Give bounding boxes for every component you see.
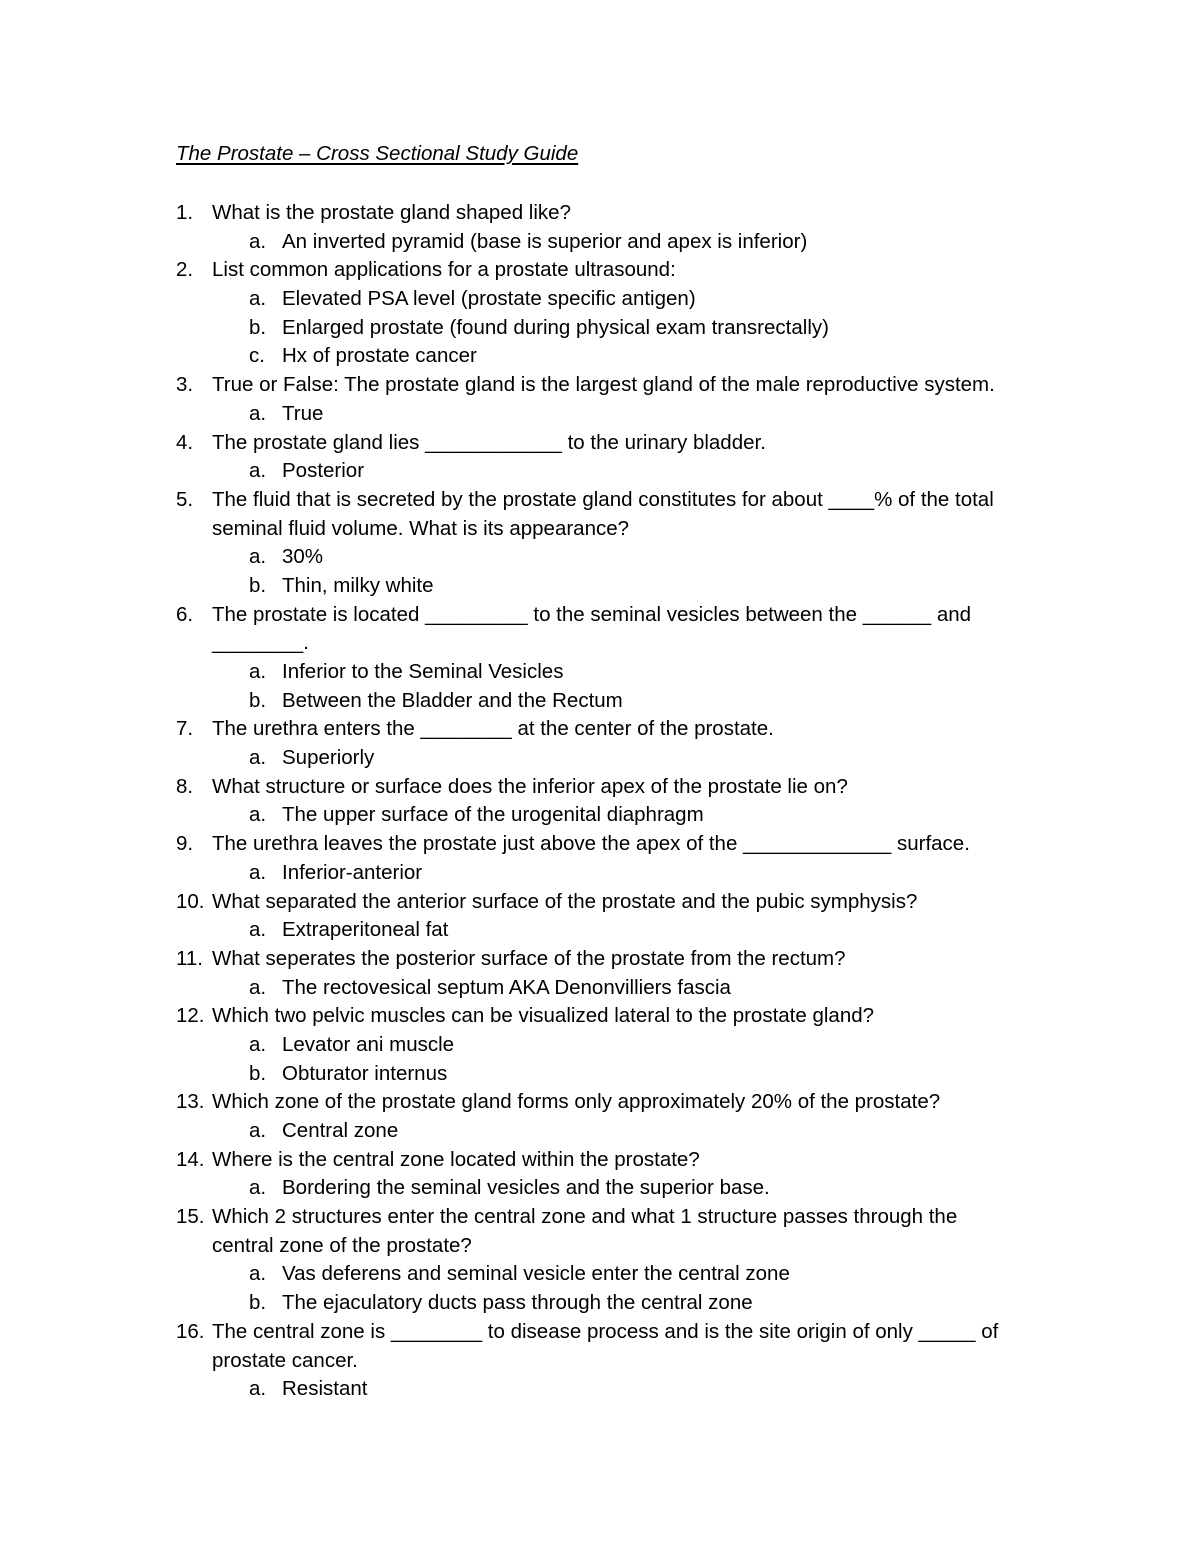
answer-letter: a. [249,287,267,311]
question-item [0,601,1200,630]
answer-text: Hx of prostate cancer [282,344,477,368]
answer-letter: b. [249,1291,267,1315]
question-text: The prostate gland lies ____________ to the urinary bladder. [212,430,766,454]
answer-text: Bordering the seminal vesicles and the superior base. [282,1176,770,1200]
question-item [0,371,1200,400]
answer-item [0,859,1200,888]
answer-letter: a. [249,1176,267,1200]
answer-letter: b. [249,688,267,712]
answer-letter: a. [249,975,267,999]
answer-text: Extraperitoneal fat [282,918,449,942]
answer-letter: a. [249,918,267,942]
question-item [0,486,1200,515]
answer-item [0,974,1200,1003]
answer-item [0,1260,1200,1289]
answer-text: 30% [282,545,324,569]
question-list [0,199,1200,1404]
question-text: The central zone is ________ to disease process and is the site origin of only _____ of [212,1319,999,1343]
question-number: 16. [176,1319,205,1343]
answer-item [0,687,1200,716]
answer-text: Obturator internus [282,1061,448,1085]
answer-item [0,572,1200,601]
question-text: What structure or surface does the inferior apex of the prostate lie on? [212,774,848,798]
answer-letter: a. [249,1119,267,1142]
answer-text: Posterior [282,459,365,483]
question-item [0,945,1200,974]
question-continuation [0,1232,1200,1261]
question-number: 15. [176,1205,205,1229]
answer-item [0,1060,1200,1089]
question-number: 9. [176,832,194,856]
answer-letter: a. [249,746,267,770]
answer-text: An inverted pyramid (base is superior and apex is inferior) [282,229,808,253]
question-item [0,773,1200,802]
question-text: The urethra enters the ________ at the center of the prostate. [212,717,774,741]
question-number: 1. [176,201,194,224]
question-text: List common applications for a prostate ultrasound: [212,258,676,282]
answer-item [0,658,1200,687]
answer-letter: a. [249,803,267,827]
answer-text: Vas deferens and seminal vesicle enter the central zone [282,1262,790,1286]
answer-item [0,342,1200,371]
question-item [0,715,1200,744]
answer-letter: a. [249,229,267,253]
answer-letter: a. [249,459,267,483]
question-number: 2. [176,258,194,282]
question-text: What seperates the posterior surface of the prostate from the rectum? [212,946,846,970]
answer-letter: b. [249,573,267,597]
question-text: Which zone of the prostate gland forms only approximately 20% of the prostate? [212,1090,941,1114]
question-text: True or False: The prostate gland is the largest gland of the male reproductive system. [212,373,995,397]
question-number: 14. [176,1147,205,1171]
question-text: Where is the central zone located within the prostate? [212,1147,700,1171]
answer-item [0,1031,1200,1060]
answer-letter: a. [249,860,267,884]
question-number: 4. [176,430,194,454]
answer-item [0,744,1200,773]
question-number: 10. [176,889,205,913]
question-number: 12. [176,1004,205,1028]
question-text: ________. [212,631,309,655]
question-number: 3. [176,373,194,397]
answer-item [0,1117,1200,1146]
question-continuation [0,515,1200,544]
question-continuation [0,1347,1200,1376]
question-item [0,1146,1200,1175]
answer-item [0,400,1200,429]
answer-text: Elevated PSA level (prostate specific antigen) [282,287,696,311]
question-text: The urethra leaves the prostate just above the apex of the _____________ surface. [212,832,970,856]
question-item [0,1002,1200,1031]
question-text: The fluid that is secreted by the prostate gland constitutes for about ____% of the total [212,487,994,511]
question-continuation [0,629,1200,658]
answer-item [0,801,1200,830]
answer-text: Resistant [282,1377,368,1401]
question-item [0,888,1200,917]
question-item [0,1088,1200,1117]
question-text: prostate cancer. [212,1348,358,1372]
answer-item [0,285,1200,314]
question-item [0,199,1200,228]
answer-item [0,543,1200,572]
question-text: The prostate is located _________ to the seminal vesicles between the ______ and [212,602,972,626]
answer-text: The rectovesical septum AKA Denonvilliers fascia [282,975,731,999]
question-text: central zone of the prostate? [212,1233,472,1257]
question-number: 8. [176,774,194,798]
answer-text: Between the Bladder and the Rectum [282,688,623,712]
answer-text: Inferior to the Seminal Vesicles [282,660,564,683]
answer-text: The ejaculatory ducts pass through the central zone [282,1291,753,1315]
question-number: 6. [176,602,194,626]
answer-item [0,457,1200,486]
answer-letter: a. [249,660,267,683]
answer-item [0,228,1200,257]
answer-text: Levator ani muscle [282,1032,455,1056]
question-item [0,1318,1200,1347]
question-item [0,830,1200,859]
answer-letter: b. [249,1061,267,1085]
answer-letter: a. [249,1377,267,1401]
question-number: 13. [176,1090,205,1114]
answer-text: Central zone [282,1119,399,1142]
question-number: 7. [176,717,194,741]
question-text: Which 2 structures enter the central zone and what 1 structure passes through the [212,1205,958,1229]
answer-letter: c. [249,344,265,368]
answer-item [0,916,1200,945]
question-number: 11. [176,946,203,970]
answer-letter: a. [249,1262,267,1286]
answer-letter: a. [249,545,267,569]
answer-text: Superiorly [282,746,375,770]
answer-item [0,314,1200,343]
question-item [0,256,1200,285]
answer-text: True [282,401,324,425]
question-text: Which two pelvic muscles can be visualized lateral to the prostate gland? [212,1004,875,1028]
answer-text: Inferior-anterior [282,860,423,884]
answer-item [0,1289,1200,1318]
answer-item [0,1375,1200,1404]
question-number: 5. [176,487,194,511]
answer-letter: b. [249,315,267,339]
answer-text: Thin, milky white [282,573,434,597]
answer-item [0,1174,1200,1203]
answer-text: The upper surface of the urogenital diaphragm [282,803,704,827]
question-text: seminal fluid volume. What is its appearance? [212,516,630,540]
question-text: What separated the anterior surface of the prostate and the pubic symphysis? [212,889,918,913]
document-title: The Prostate – Cross Sectional Study Guide [176,142,579,165]
question-item [0,1203,1200,1232]
question-text: What is the prostate gland shaped like? [212,201,571,224]
answer-text: Enlarged prostate (found during physical exam transrectally) [282,315,829,339]
answer-letter: a. [249,1032,267,1056]
answer-letter: a. [249,401,267,425]
question-item [0,429,1200,458]
